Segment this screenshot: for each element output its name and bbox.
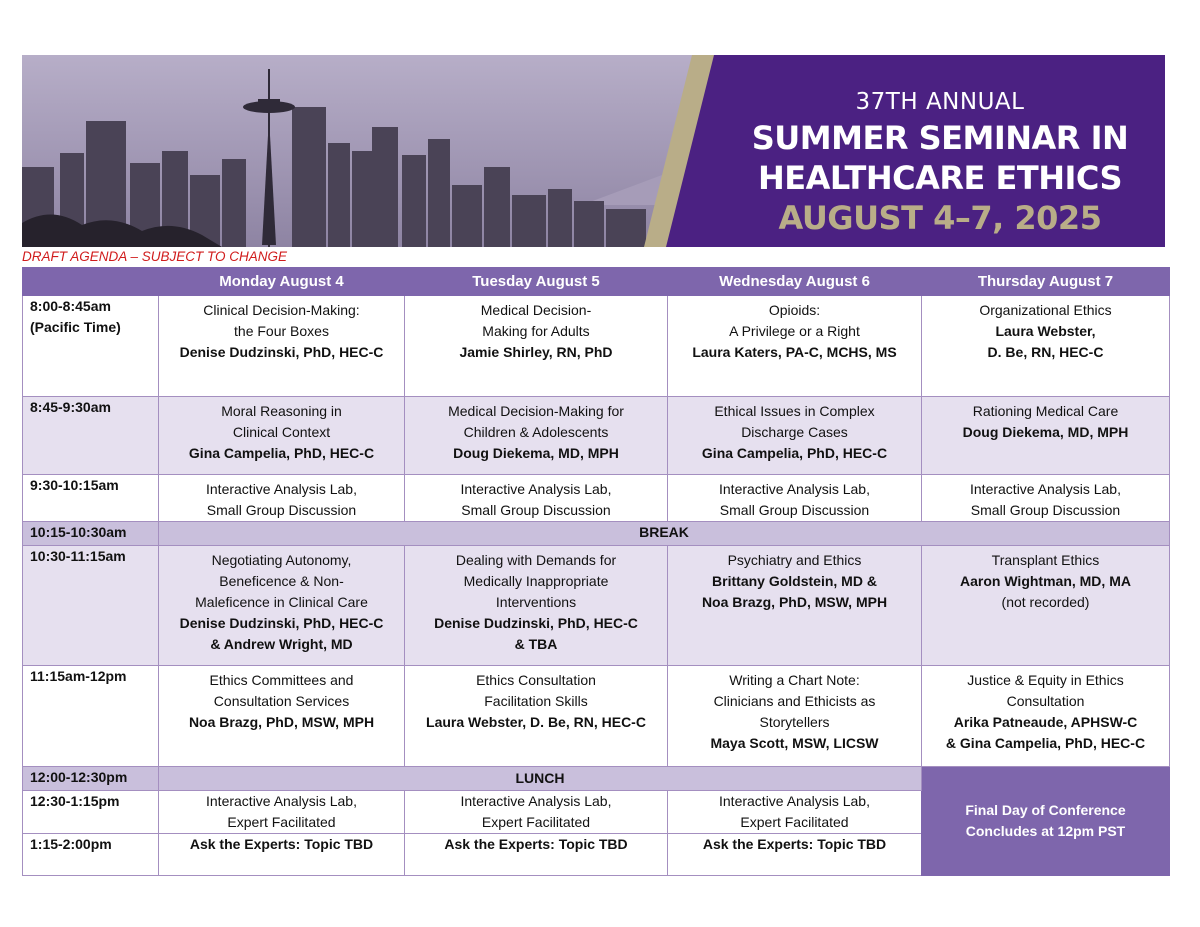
session-title-line: Transplant Ethics — [991, 552, 1100, 568]
session-title-line: Interactive Analysis Lab, — [970, 481, 1121, 497]
session-title-line: Negotiating Autonomy, — [211, 552, 352, 568]
session-cell — [668, 397, 922, 475]
session-speaker: Arika Patneaude, APHSW-C — [953, 714, 1138, 730]
final-day-note — [922, 767, 1170, 876]
time-slot: 12:00-12:30pm — [23, 767, 159, 791]
lunch-label: LUNCH — [159, 767, 922, 791]
session-speaker: Denise Dudzinski, PhD, HEC-C — [434, 615, 638, 631]
session-cell — [159, 666, 405, 767]
day-header: Monday August 4 — [159, 268, 405, 296]
time-slot: 12:30-1:15pm — [23, 791, 159, 834]
session-speaker: Laura Webster, D. Be, RN, HEC-C — [426, 714, 646, 730]
session-speaker: Denise Dudzinski, PhD, HEC-C — [179, 344, 384, 360]
session-title-line: the Four Boxes — [234, 323, 329, 339]
session-title-line: Expert Facilitated — [481, 814, 591, 830]
session-cell — [405, 546, 668, 666]
session-speaker: & Andrew Wright, MD — [210, 636, 353, 652]
session-title-line: Making for Adults — [482, 323, 590, 339]
session-title-line: Expert Facilitated — [740, 814, 849, 830]
session-cell — [668, 475, 922, 522]
draft-agenda-note: DRAFT AGENDA – SUBJECT TO CHANGE — [22, 249, 288, 264]
time-line: 8:00-8:45am — [30, 298, 111, 314]
session-title-line: Consultation — [1006, 693, 1085, 709]
session-title-line: Expert Facilitated — [227, 814, 336, 830]
session-speaker: Laura Katers, PA-C, MCHS, MS — [692, 344, 897, 360]
schedule-row — [23, 296, 1170, 397]
session-speaker: Jamie Shirley, RN, PhD — [459, 344, 613, 360]
session-cell — [405, 397, 668, 475]
session-cell — [405, 666, 668, 767]
session-title-line: Rationing Medical Care — [972, 403, 1119, 419]
session-cell — [405, 791, 668, 834]
session-speaker: Noa Brazg, PhD, MSW, MPH — [701, 594, 888, 610]
final-day-line: Concludes at 12pm PST — [965, 823, 1126, 839]
session-cell — [922, 475, 1170, 522]
header-time-blank — [23, 268, 159, 296]
banner-annual: 37TH ANNUAL — [855, 89, 1025, 115]
session-title-line: Ethics Committees and — [209, 672, 354, 688]
session-title-line: Small Group Discussion — [719, 502, 870, 518]
time-line: (Pacific Time) — [30, 319, 121, 335]
session-title-line: Consultation Services — [213, 693, 350, 709]
session-title-line: Interactive Analysis Lab, — [719, 481, 870, 497]
session-title-line: Ask the Experts: Topic TBD — [444, 836, 628, 852]
banner-title-line2: HEALTHCARE ETHICS — [758, 159, 1122, 197]
day-header: Thursday August 7 — [922, 268, 1170, 296]
schedule-row — [23, 397, 1170, 475]
session-speaker: Doug Diekema, MD, MPH — [962, 424, 1129, 440]
session-title-line: Small Group Discussion — [970, 502, 1121, 518]
session-cell — [159, 791, 405, 834]
time-line: 11:15am-12pm — [30, 668, 127, 684]
session-title-line: Medical Decision- — [480, 302, 592, 318]
session-speaker: Laura Webster, — [995, 323, 1096, 339]
agenda-table — [22, 267, 1170, 876]
session-title-line: Beneficence & Non- — [219, 573, 344, 589]
session-title-line: Medically Inappropriate — [463, 573, 609, 589]
session-speaker: Brittany Goldstein, MD & — [712, 573, 877, 589]
session-speaker: Doug Diekema, MD, MPH — [453, 445, 619, 461]
time-slot — [23, 475, 159, 522]
final-day-line: Final Day of Conference — [965, 802, 1126, 818]
session-cell — [668, 834, 922, 876]
session-speaker: Denise Dudzinski, PhD, HEC-C — [179, 615, 384, 631]
session-title-line: Organizational Ethics — [979, 302, 1112, 318]
session-cell — [159, 296, 405, 397]
lunch-row — [23, 767, 1170, 791]
session-cell — [922, 397, 1170, 475]
session-speaker: Noa Brazg, PhD, MSW, MPH — [188, 714, 375, 730]
time-slot — [23, 296, 159, 397]
session-cell — [159, 834, 405, 876]
session-cell — [405, 296, 668, 397]
time-slot — [23, 546, 159, 666]
session-title-line: Small Group Discussion — [206, 502, 357, 518]
session-title-line: Dealing with Demands for — [455, 552, 617, 568]
session-title-line: Clinical Context — [232, 424, 331, 440]
session-speaker: D. Be, RN, HEC-C — [987, 344, 1104, 360]
session-cell — [668, 546, 922, 666]
session-cell — [668, 666, 922, 767]
day-header: Tuesday August 5 — [405, 268, 668, 296]
session-speaker: Gina Campelia, PhD, HEC-C — [701, 445, 888, 461]
session-title-line: Interactive Analysis Lab, — [719, 793, 870, 809]
session-title-line: Writing a Chart Note: — [729, 672, 860, 688]
time-line: 8:45-9:30am — [30, 399, 111, 415]
session-speaker: Maya Scott, MSW, LICSW — [710, 735, 879, 751]
time-slot — [23, 666, 159, 767]
session-speaker: & Gina Campelia, PhD, HEC-C — [945, 735, 1146, 751]
session-cell — [405, 475, 668, 522]
break-label: BREAK — [159, 522, 1170, 546]
time-slot — [23, 397, 159, 475]
session-note: (not recorded) — [1001, 594, 1090, 610]
session-title-line: A Privilege or a Right — [729, 323, 860, 339]
schedule-row — [23, 475, 1170, 522]
session-speaker: Aaron Wightman, MD, MA — [960, 573, 1131, 589]
time-line: 9:30-10:15am — [30, 477, 119, 493]
schedule-row — [23, 666, 1170, 767]
banner-dates: AUGUST 4–7, 2025 — [778, 199, 1102, 237]
session-cell — [159, 546, 405, 666]
session-speaker: Gina Campelia, PhD, HEC-C — [188, 445, 375, 461]
banner-title-line1: SUMMER SEMINAR IN — [751, 119, 1129, 157]
time-slot: 10:15-10:30am — [23, 522, 159, 546]
session-title-line: Discharge Cases — [741, 424, 848, 440]
session-title-line: Facilitation Skills — [484, 693, 588, 709]
session-title-line: Children & Adolescents — [463, 424, 609, 440]
time-line: 10:30-11:15am — [30, 548, 126, 564]
session-cell — [922, 666, 1170, 767]
session-title-line: Storytellers — [759, 714, 830, 730]
session-cell — [668, 791, 922, 834]
session-title-line: Clinical Decision-Making: — [203, 302, 360, 318]
session-title-line: Ask the Experts: Topic TBD — [702, 836, 887, 852]
session-title-line: Small Group Discussion — [461, 502, 611, 518]
session-speaker: & TBA — [514, 636, 558, 652]
day-header-row — [23, 268, 1170, 296]
session-title-line: Interventions — [495, 594, 577, 610]
header-banner — [22, 55, 1165, 247]
schedule-row — [23, 546, 1170, 666]
session-title-line: Interactive Analysis Lab, — [460, 481, 612, 497]
session-cell — [159, 397, 405, 475]
session-title-line: Ethical Issues in Complex — [714, 403, 875, 419]
session-title-line: Psychiatry and Ethics — [727, 552, 862, 568]
session-title-line: Interactive Analysis Lab, — [206, 481, 357, 497]
break-row — [23, 522, 1170, 546]
session-cell — [668, 296, 922, 397]
session-title-line: Interactive Analysis Lab, — [460, 793, 612, 809]
session-cell — [159, 475, 405, 522]
session-title-line: Interactive Analysis Lab, — [206, 793, 357, 809]
session-title-line: Ask the Experts: Topic TBD — [189, 836, 374, 852]
session-cell — [922, 546, 1170, 666]
time-slot: 1:15-2:00pm — [23, 834, 159, 876]
session-title-line: Maleficence in Clinical Care — [195, 594, 368, 610]
session-title-line: Clinicians and Ethicists as — [713, 693, 876, 709]
session-title-line: Ethics Consultation — [476, 672, 596, 688]
session-title-line: Moral Reasoning in — [221, 403, 342, 419]
day-header: Wednesday August 6 — [668, 268, 922, 296]
session-cell — [922, 296, 1170, 397]
session-title-line: Opioids: — [768, 302, 821, 318]
session-cell — [405, 834, 668, 876]
session-title-line: Justice & Equity in Ethics — [967, 672, 1124, 688]
session-title-line: Medical Decision-Making for — [448, 403, 624, 419]
